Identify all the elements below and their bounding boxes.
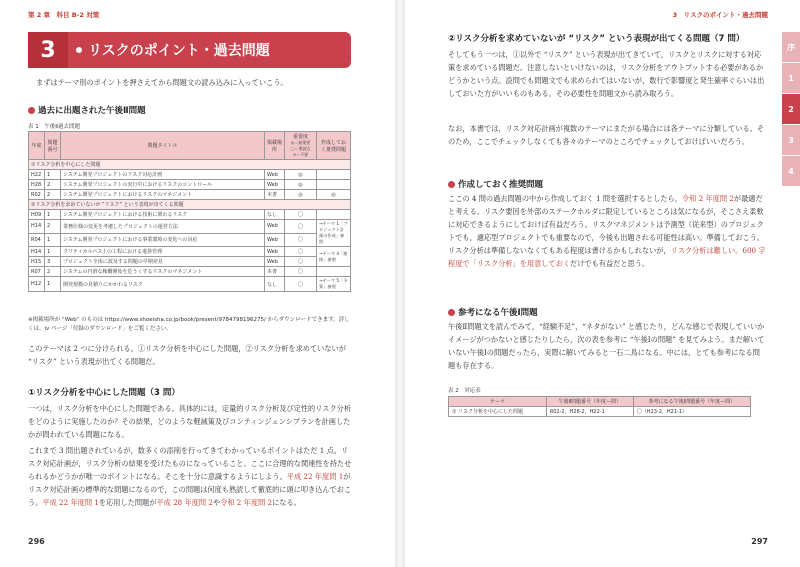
body-text: このテーマは 2 つに分けられる。①リスク分析を中心にした問題，②リスク分析を求めていないが “リスク” という表現が出てくる問題だ。 xyxy=(28,344,346,366)
th-recommended: 作成しておく推奨問題 xyxy=(317,132,351,160)
chapter-tabs xyxy=(782,32,800,187)
body-text: なお，本書では，リスク対応計画が複数のテーマにまたがる場合には各テーマに分類している。そのため，ここでチェックしなくても各々のテーマのところでチェックしておけばいいだろう。 xyxy=(448,124,765,146)
table-caption: 表 2 対応表 xyxy=(448,388,481,394)
table-row: H09 1 システム開発プロジェクトにおける技術に関わるリスク なし 〇 xyxy=(29,210,351,220)
subheading: ①リスク分析を中心にした問題（3 問） xyxy=(28,388,180,398)
table-row: R04 1 システム開発プロジェクトにおける事業環境の変化への対応 Web 〇 xyxy=(29,233,351,247)
heading-recommended xyxy=(448,178,543,190)
body-text: 午後Ⅱ問題文を読んでみて，“経験不足”，“ネタがない” と感じたり，どんな感じで表現していいかイメージがつかないと感じたりしたら，次の表を参考に “午後Ⅰの問題” を見てみよう。まだ解いていない午後Ⅰの問題だったら，実際に解いてみると一石二鳥になる。中には，とても参考になる問題も存在する。 xyxy=(448,322,765,370)
bullet-icon xyxy=(448,309,455,316)
table-header-row xyxy=(29,132,351,160)
body-text: これまで 3 問出題されているが，数多くの添削を行ってきてわかっているポイントはただ 1 点。リスク対応計画が，リスク分析の結果を受けたものになっていること。ここに合理的な関連性を持たせられるかどうかが唯一のポイントになる。そこを十分に意識するようにしよう。平成 22 年度問 1がリスク対応計画の標準的な問題になるので，この問題は何度も熟読して徹底的に頭に叩き込んでおこう。平成 22 年度問 1を応用した問題が平成 28 年度問 2や令和 2 年度問 2になる。 xyxy=(28,446,352,507)
footnote: ※掲載場所が “Web” のものは https://www.shoeisha.co.jp/book/present/9784798196275/ からダウンロードできます。詳しくは、iv ページ「付録のダウンロード」をご覧ください。 xyxy=(28,317,350,332)
highlight-text: 平成 22 年度問 1 xyxy=(286,472,344,481)
heading-text: 過去に出題された午後Ⅱ問題 xyxy=(38,106,146,116)
th-title: 問題タイトル xyxy=(61,132,265,160)
th-year: 年度 xyxy=(29,132,45,160)
right-page xyxy=(405,0,800,567)
table-section-row: ①リスク分析を中心にした問題 xyxy=(29,160,351,170)
bullet-icon xyxy=(76,47,82,53)
page-number: 297 xyxy=(751,537,768,546)
highlight-text: 令和 2 年度問 2 xyxy=(220,498,273,507)
highlight-text: 令和 2 年度問 2 xyxy=(681,194,734,203)
table-row: H28 2 システム開発プロジェクトの実行中におけるリスクのコントロール Web ◎ xyxy=(29,180,351,190)
body-text: ここの 4 問の過去問題の中から作成しておく 1 問を選択するとしたら，令和 2 年度問 2が最適だと考える。リスク要因を外部のステークホルダに限定しているところは気になるが，そこさえ柔軟に対応できるようにしておけば有益だろう。リスクマネジメントは予測型（従来型）のプロジェクトでも，適応型プロジェクトでも重要なので，今後も出題される可能性は高い。準備しておこう。リスク分析は準備しないなくてもある程度は書けるかもしれないが，リスク分析は難しい。600 字程度で「リスク分析」を用意しておくだけでも有益だと思う。 xyxy=(448,194,766,268)
chapter-tab[interactable]: 3 xyxy=(782,125,800,155)
th-number: 問題番号 xyxy=(45,132,61,160)
table-section-row: ②リスク分析を求めていないが “リスク” という表現が出てくる問題 xyxy=(29,200,351,210)
section-title-bar xyxy=(28,32,351,68)
table-row: H15 3 プロジェクト全体に波及する問題の早期発見 Web 〇 xyxy=(29,257,351,267)
table-row: H22 1 システム開発プロジェクトのリスク対応計画 Web ◎ xyxy=(29,170,351,180)
highlight-text: 平成 28 年度問 2 xyxy=(156,498,213,507)
chapter-tab[interactable]: 4 xyxy=(782,156,800,186)
intro-text: まずはテーマ別のポイントを押さえてから問題文の読み込みに入っていこう。 xyxy=(36,78,288,87)
running-header: 3 リスクのポイント・過去問題 xyxy=(672,11,768,19)
section-title: リスクのポイント・過去問題 xyxy=(88,43,270,59)
th-importance: 重要度 ◎＝最重要 〇＝要読込 ×＝不要 xyxy=(285,132,317,160)
highlight-text: 平成 22 年度問 1 xyxy=(42,498,99,507)
th-location: 掲載場所 xyxy=(265,132,285,160)
past-questions-table xyxy=(28,131,351,292)
chapter-tab[interactable]: 序 xyxy=(782,32,800,62)
running-header: 第 2 章 科目 B-2 対策 xyxy=(28,11,100,19)
page-number: 296 xyxy=(28,537,45,546)
bullet-icon xyxy=(28,107,35,114)
chapter-tab[interactable]: 1 xyxy=(782,63,800,93)
book-gutter xyxy=(395,0,405,567)
heading-past-questions xyxy=(28,104,146,116)
heading-reference xyxy=(448,306,538,318)
table-row: H14 1 クリティカルパス上の工程における進捗管理 Web 〇 →テーマ 4「進捗」参照 xyxy=(29,247,351,257)
body-text: そしてもう一つは，①以外で “リスク” という表現が出てきていて，リスクとリスクに対する対応策を求めている問題だ。注意しないといけないのは，リスク分析をアウトプットする必要があるかどうかという点。設問でも問題文でも求められてはいないが，数行で影響度と発生確率ぐらいは出しておいた方がいいものもある。その必要性を問題文から読み取ろう。 xyxy=(448,50,765,98)
section-number: 3 xyxy=(28,32,68,68)
table-header-row: テーマ 午後Ⅱ問題番号（年度ー問） 参考になる午後Ⅰ問題番号（年度ー問） xyxy=(449,397,751,407)
chapter-tab-active[interactable]: 2 xyxy=(782,94,800,124)
table-row: R02 2 システム開発プロジェクトにおけるリスクのマネジメント 本書 ◎ ◎ xyxy=(29,190,351,200)
table-caption: 表 1 午後Ⅱ過去問題 xyxy=(28,124,80,130)
heading-text: 参考になる午後Ⅰ問題 xyxy=(458,308,538,318)
table-row: H14 2 業務仕様の変更を考慮したプロジェクトの運営方法 Web 〇 →テーマ 1「プロジェクト計画の作成」参照 xyxy=(29,220,351,234)
highlight-text: リスク分析は難しい。600 字程度で「リスク分析」を用意しておく xyxy=(448,246,766,268)
heading-text: 作成しておく推奨問題 xyxy=(458,180,544,190)
body-text: 一つは，リスク分析を中心にした問題である。具体的には，定量的リスク分析及び定性的リスク分析をどのように実施したのか？その結果，どのような軽減策及びコンティンジェンシプランを計画したかが問われている問題になる。 xyxy=(28,404,352,439)
bullet-icon xyxy=(448,181,455,188)
correspondence-table xyxy=(448,396,751,417)
table-row: H12 1 開発規模の見積りにかかわるリスク なし 〇 →テーマ 5「予算」参照 xyxy=(29,277,351,292)
table-row: R07 2 システムの円滑な稼働開始を危うくするリスクのマネジメント 本書 〇 xyxy=(29,267,351,277)
subheading: ②リスク分析を求めていないが “リスク” という表現が出てくる問題（7 問） xyxy=(448,34,745,44)
left-page xyxy=(0,0,395,567)
table-row: ① リスク分析を中心にした問題 R02-2，H28-2，H22-1 〇（H23-2，H21-1） xyxy=(449,407,751,417)
